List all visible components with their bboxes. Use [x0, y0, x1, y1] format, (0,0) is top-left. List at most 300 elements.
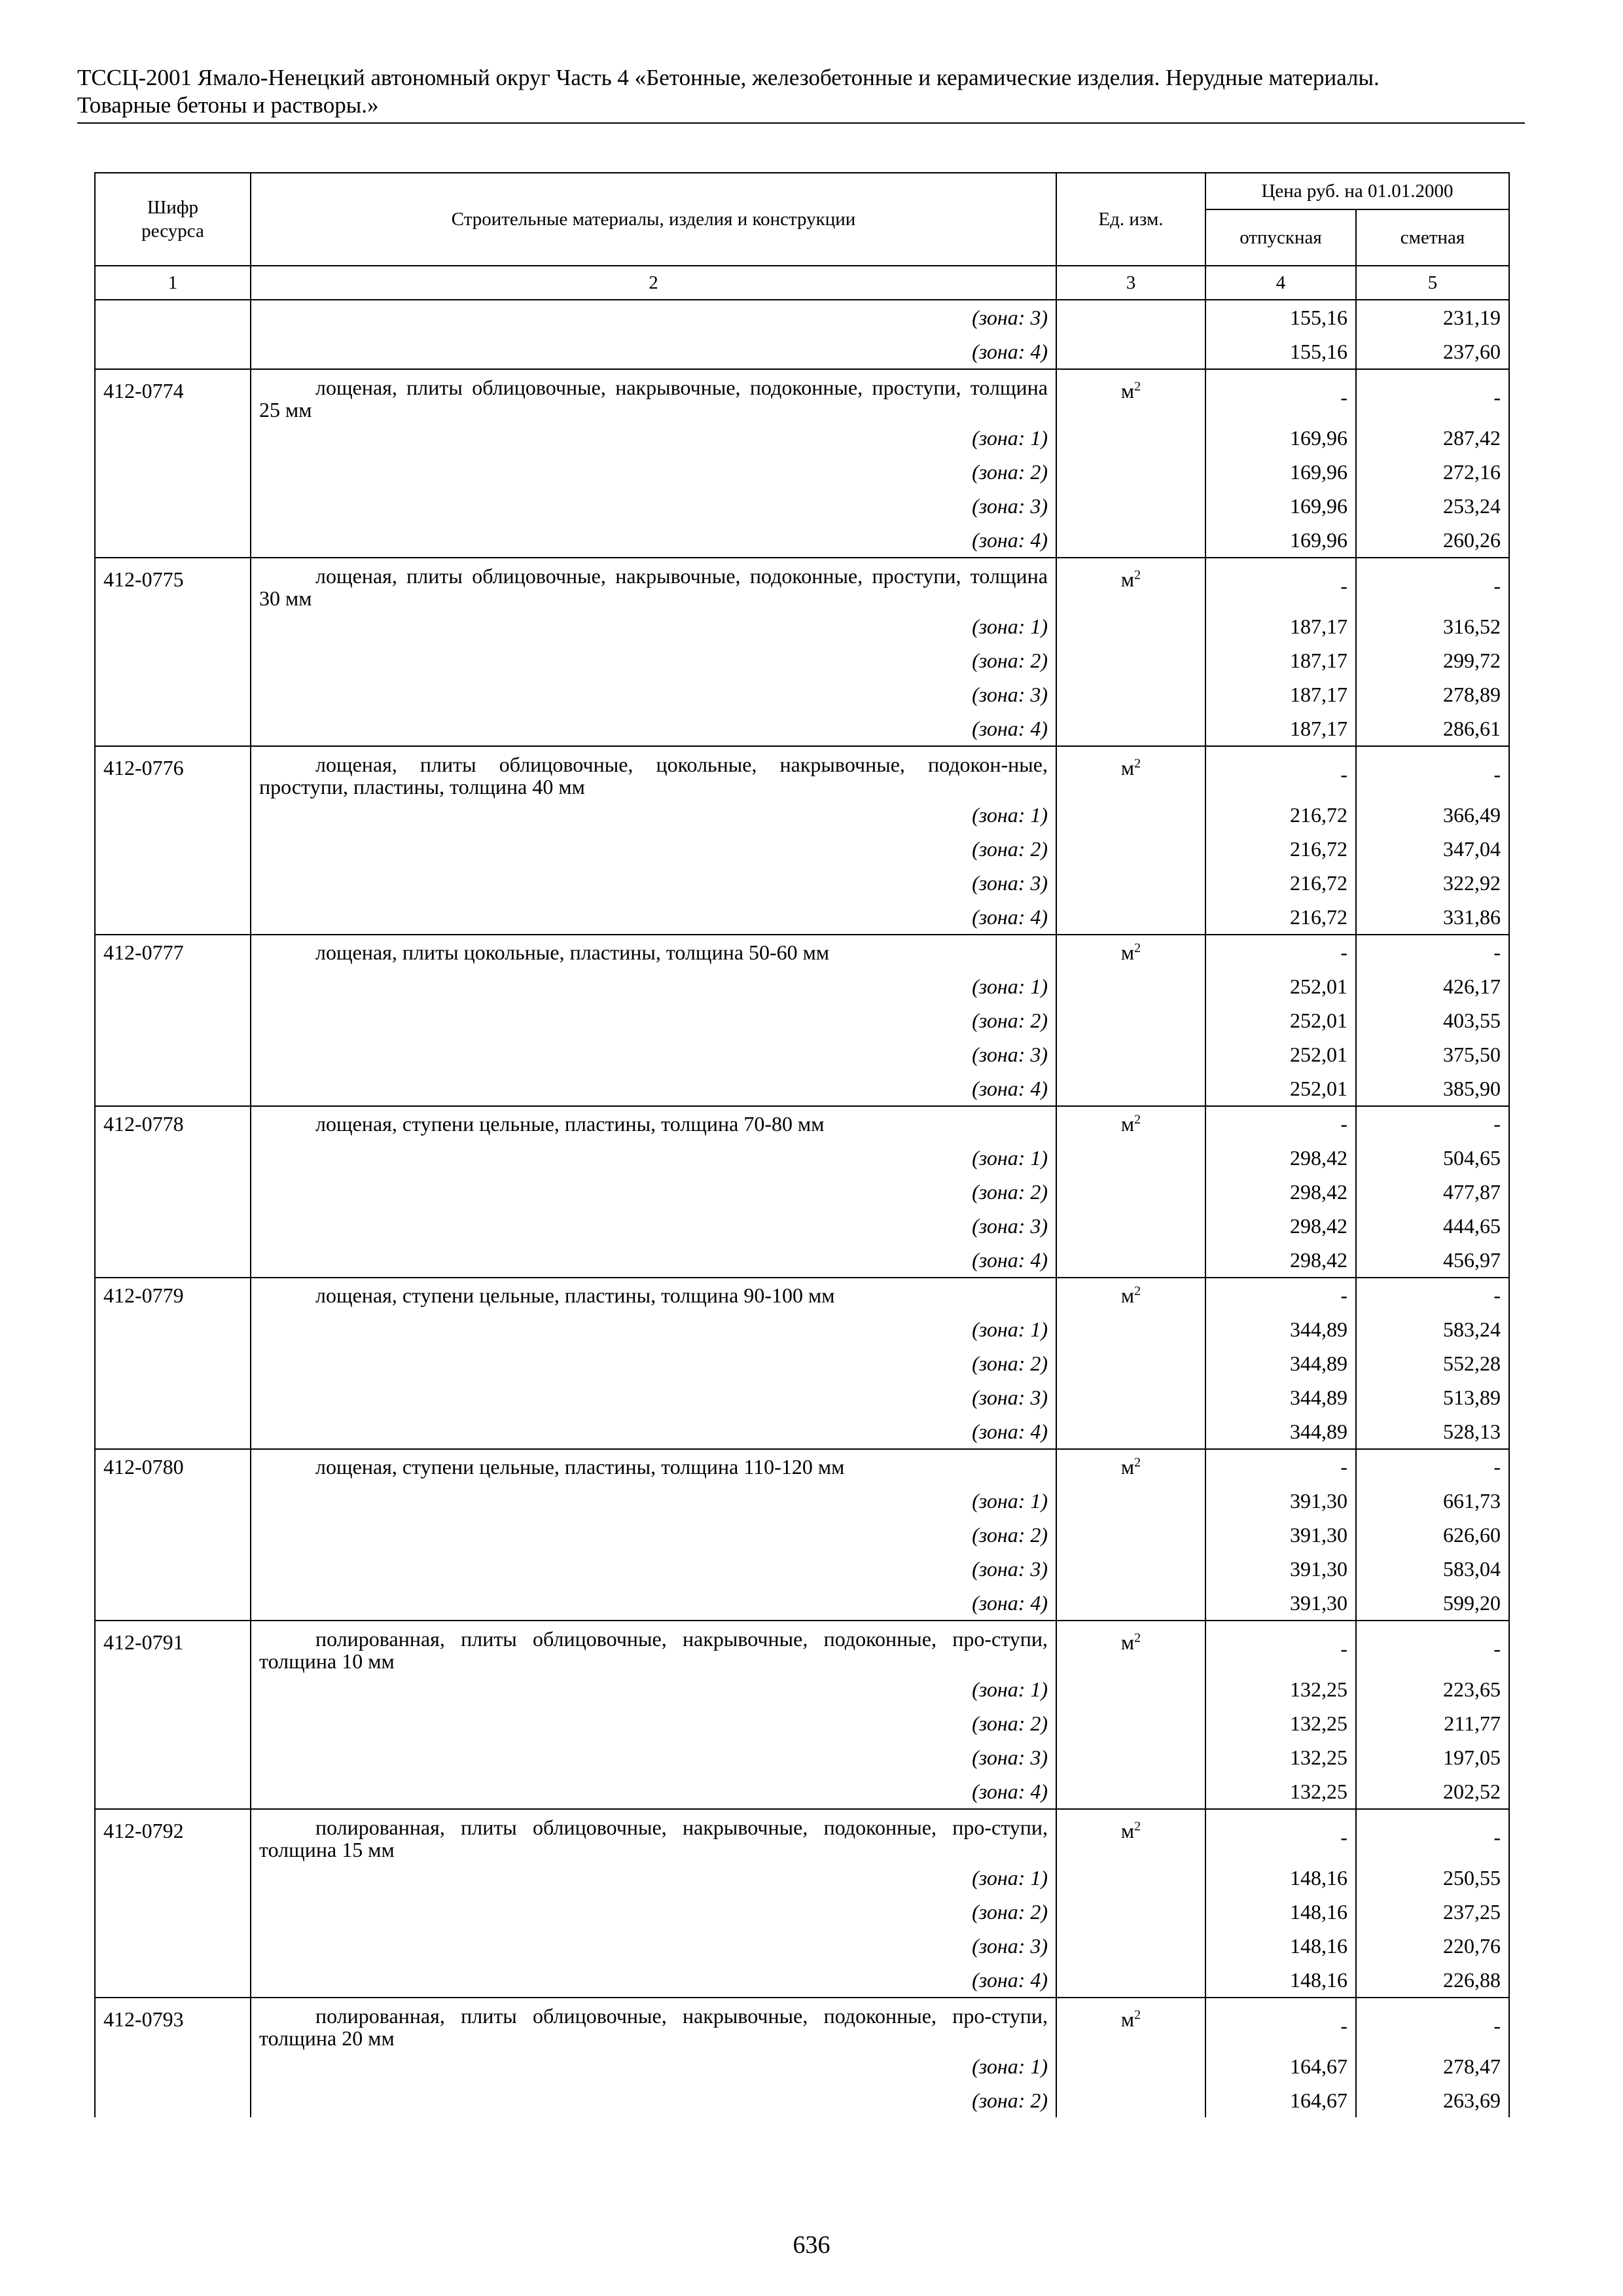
unit-cell: [1056, 1141, 1205, 1175]
estimate-price: 231,19: [1356, 300, 1509, 334]
estimate-price: -: [1356, 935, 1509, 969]
wholesale-price: -: [1205, 558, 1356, 609]
zone-label: (зона: 1): [251, 1141, 1056, 1175]
zone-label: (зона: 1): [251, 609, 1056, 643]
estimate-price: 331,86: [1356, 900, 1509, 935]
item-description: лощеная, плиты цокольные, пластины, толщина 50-60 мм: [315, 941, 830, 964]
resource-code-cell: [95, 1672, 251, 1706]
zone-row: [95, 969, 1509, 1003]
column-header-code: Шифр ресурса: [95, 173, 251, 266]
item-description-cell: [251, 1278, 1056, 1312]
resource-code: 412-0777: [95, 935, 251, 969]
unit-cell: [1056, 1312, 1205, 1346]
item-row: [95, 1621, 1509, 1672]
column-header-name: Строительные материалы, изделия и конструкции: [251, 173, 1056, 266]
resource-code-cell: [95, 1414, 251, 1449]
unit-square-meter: [1121, 567, 1141, 591]
estimate-price: 477,87: [1356, 1175, 1509, 1209]
unit-base: м: [1120, 756, 1135, 780]
zone-row: [95, 866, 1509, 900]
column-number: 4: [1205, 266, 1356, 300]
unit-cell: [1056, 1809, 1205, 1861]
resource-code-cell: [95, 1706, 251, 1740]
item-description: лощеная, плиты облицовочные, накрывочные, подоконные, проступи, толщина 25 мм: [259, 376, 1048, 422]
unit-cell: [1056, 1278, 1205, 1312]
zone-label: (зона: 4): [251, 1586, 1056, 1621]
zone-label: (зона: 4): [251, 900, 1056, 935]
zone-row: [95, 677, 1509, 711]
estimate-price: 322,92: [1356, 866, 1509, 900]
resource-code-cell: [95, 1346, 251, 1380]
zone-row: [95, 334, 1509, 369]
resource-code-cell: [95, 1071, 251, 1106]
estimate-price: -: [1356, 369, 1509, 421]
zone-label: (зона: 4): [251, 523, 1056, 558]
unit-cell: [1056, 900, 1205, 935]
zone-row: [95, 1243, 1509, 1278]
wholesale-price: 164,67: [1205, 2049, 1356, 2083]
estimate-price: -: [1356, 1809, 1509, 1861]
resource-code-cell: [95, 1963, 251, 1998]
item-description-cell: [251, 935, 1056, 969]
unit-cell: [1056, 609, 1205, 643]
zone-row: [95, 832, 1509, 866]
estimate-price: 211,77: [1356, 1706, 1509, 1740]
estimate-price: 403,55: [1356, 1003, 1509, 1037]
item-row: [95, 1106, 1509, 1141]
resource-code-cell: [95, 1209, 251, 1243]
unit-cell: [1056, 711, 1205, 746]
zone-label: (зона: 4): [251, 1414, 1056, 1449]
zone-label: (зона: 3): [251, 866, 1056, 900]
zone-label: (зона: 2): [251, 455, 1056, 489]
resource-code-cell: [95, 1312, 251, 1346]
resource-code-cell: [95, 1861, 251, 1895]
item-description: лощеная, ступени цельные, пластины, толщина 110-120 мм: [315, 1455, 845, 1479]
item-row: [95, 935, 1509, 969]
wholesale-price: 148,16: [1205, 1963, 1356, 1998]
resource-code-cell: [95, 1484, 251, 1518]
zone-row: [95, 1929, 1509, 1963]
zone-label: (зона: 3): [251, 1552, 1056, 1586]
resource-code-cell: [95, 1552, 251, 1586]
estimate-price: 202,52: [1356, 1774, 1509, 1809]
resource-code-cell: [95, 334, 251, 369]
resource-code-cell: [95, 711, 251, 746]
column-header-price-group: Цена руб. на 01.01.2000: [1205, 173, 1509, 209]
unit-square-meter: [1121, 1455, 1141, 1479]
unit-power: 2: [1134, 379, 1141, 394]
wholesale-price: -: [1205, 1449, 1356, 1484]
wholesale-price: 391,30: [1205, 1586, 1356, 1621]
zone-row: [95, 523, 1509, 558]
unit-power: 2: [1134, 941, 1141, 956]
wholesale-price: 164,67: [1205, 2083, 1356, 2117]
unit-cell: [1056, 1414, 1205, 1449]
unit-cell: [1056, 1963, 1205, 1998]
wholesale-price: 148,16: [1205, 1895, 1356, 1929]
estimate-price: -: [1356, 1998, 1509, 2049]
resource-code-cell: [95, 1895, 251, 1929]
unit-base: м: [1120, 1630, 1135, 1654]
unit-cell: [1056, 969, 1205, 1003]
wholesale-price: 187,17: [1205, 643, 1356, 677]
item-description-cell: [251, 1621, 1056, 1672]
zone-row: [95, 1552, 1509, 1586]
zone-label: (зона: 1): [251, 1312, 1056, 1346]
wholesale-price: 298,42: [1205, 1209, 1356, 1243]
item-row: [95, 369, 1509, 421]
unit-cell: [1056, 1380, 1205, 1414]
resource-code: 412-0791: [95, 1621, 251, 1672]
wholesale-price: 169,96: [1205, 489, 1356, 523]
resource-code-cell: [95, 1929, 251, 1963]
wholesale-price: 132,25: [1205, 1706, 1356, 1740]
estimate-price: 583,24: [1356, 1312, 1509, 1346]
resource-code-cell: [95, 523, 251, 558]
zone-label: (зона: 2): [251, 1003, 1056, 1037]
zone-label: (зона: 3): [251, 1929, 1056, 1963]
zone-label: (зона: 3): [251, 1209, 1056, 1243]
resource-code-cell: [95, 1518, 251, 1552]
resource-code-cell: [95, 2049, 251, 2083]
wholesale-price: 132,25: [1205, 1672, 1356, 1706]
wholesale-price: 252,01: [1205, 1003, 1356, 1037]
zone-label: (зона: 1): [251, 1484, 1056, 1518]
column-header-wholesale: отпускная: [1205, 209, 1356, 266]
resource-code-cell: [95, 1003, 251, 1037]
resource-code: 412-0774: [95, 369, 251, 421]
wholesale-price: -: [1205, 935, 1356, 969]
unit-base: м: [1120, 1112, 1135, 1136]
wholesale-price: 155,16: [1205, 300, 1356, 334]
unit-base: м: [1120, 2007, 1135, 2031]
zone-label: (зона: 2): [251, 832, 1056, 866]
zone-row: [95, 1861, 1509, 1895]
wholesale-price: 148,16: [1205, 1861, 1356, 1895]
unit-cell: [1056, 334, 1205, 369]
resource-code-cell: [95, 866, 251, 900]
estimate-price: 513,89: [1356, 1380, 1509, 1414]
unit-cell: [1056, 455, 1205, 489]
unit-base: м: [1120, 1819, 1135, 1842]
wholesale-price: 155,16: [1205, 334, 1356, 369]
unit-square-meter: [1121, 1819, 1141, 1842]
item-row: [95, 558, 1509, 609]
item-description: лощеная, ступени цельные, пластины, толщина 70-80 мм: [315, 1112, 825, 1136]
wholesale-price: 132,25: [1205, 1740, 1356, 1774]
estimate-price: 263,69: [1356, 2083, 1509, 2117]
item-description-cell: [251, 746, 1056, 798]
unit-cell: [1056, 523, 1205, 558]
column-number: 5: [1356, 266, 1509, 300]
wholesale-price: 216,72: [1205, 832, 1356, 866]
header-line-2: Товарные бетоны и растворы.»: [77, 92, 379, 118]
estimate-price: 237,60: [1356, 334, 1509, 369]
wholesale-price: 169,96: [1205, 523, 1356, 558]
estimate-price: 661,73: [1356, 1484, 1509, 1518]
estimate-price: 278,47: [1356, 2049, 1509, 2083]
zone-row: [95, 2083, 1509, 2117]
zone-row: [95, 300, 1509, 334]
column-number: 2: [251, 266, 1056, 300]
unit-cell: [1056, 832, 1205, 866]
unit-base: м: [1120, 567, 1135, 591]
unit-cell: [1056, 935, 1205, 969]
unit-base: м: [1120, 1283, 1135, 1307]
resource-code: 412-0778: [95, 1106, 251, 1141]
estimate-price: 583,04: [1356, 1552, 1509, 1586]
zone-label: (зона: 4): [251, 711, 1056, 746]
estimate-price: 226,88: [1356, 1963, 1509, 1998]
resource-code: 412-0776: [95, 746, 251, 798]
estimate-price: 223,65: [1356, 1672, 1509, 1706]
estimate-price: 237,25: [1356, 1895, 1509, 1929]
unit-cell: [1056, 1037, 1205, 1071]
wholesale-price: 252,01: [1205, 1037, 1356, 1071]
wholesale-price: 344,89: [1205, 1380, 1356, 1414]
estimate-price: 250,55: [1356, 1861, 1509, 1895]
zone-row: [95, 1672, 1509, 1706]
estimate-price: 552,28: [1356, 1346, 1509, 1380]
estimate-price: 287,42: [1356, 421, 1509, 455]
item-description: полированная, плиты облицовочные, накрывочные, подоконные, про-ступи, толщина 10 мм: [259, 1627, 1048, 1673]
page-number: 636: [793, 2231, 830, 2259]
unit-cell: [1056, 1071, 1205, 1106]
item-description: полированная, плиты облицовочные, накрывочные, подоконные, про-ступи, толщина 15 мм: [259, 1816, 1048, 1861]
wholesale-price: 344,89: [1205, 1312, 1356, 1346]
wholesale-price: 391,30: [1205, 1552, 1356, 1586]
estimate-price: 278,89: [1356, 677, 1509, 711]
wholesale-price: 344,89: [1205, 1346, 1356, 1380]
zone-row: [95, 489, 1509, 523]
wholesale-price: -: [1205, 369, 1356, 421]
estimate-price: -: [1356, 746, 1509, 798]
zone-row: [95, 1484, 1509, 1518]
zone-label: (зона: 4): [251, 1963, 1056, 1998]
item-description-cell: [251, 558, 1056, 609]
zone-label: (зона: 1): [251, 969, 1056, 1003]
resource-code-cell: [95, 1243, 251, 1278]
zone-row: [95, 1518, 1509, 1552]
unit-cell: [1056, 1998, 1205, 2049]
wholesale-price: 298,42: [1205, 1243, 1356, 1278]
estimate-price: 272,16: [1356, 455, 1509, 489]
zone-row: [95, 1209, 1509, 1243]
unit-cell: [1056, 746, 1205, 798]
item-description-cell: [251, 369, 1056, 421]
estimate-price: 528,13: [1356, 1414, 1509, 1449]
unit-power: 2: [1134, 1455, 1141, 1470]
zone-label: (зона: 3): [251, 677, 1056, 711]
unit-cell: [1056, 1175, 1205, 1209]
wholesale-price: 148,16: [1205, 1929, 1356, 1963]
resource-code-cell: [95, 832, 251, 866]
unit-cell: [1056, 643, 1205, 677]
unit-cell: [1056, 1209, 1205, 1243]
estimate-price: -: [1356, 1106, 1509, 1141]
zone-label: (зона: 4): [251, 1071, 1056, 1106]
resource-code-cell: [95, 2083, 251, 2117]
unit-cell: [1056, 1003, 1205, 1037]
item-description-cell: [251, 1998, 1056, 2049]
resource-code-cell: [95, 677, 251, 711]
wholesale-price: -: [1205, 1809, 1356, 1861]
unit-cell: [1056, 300, 1205, 334]
unit-cell: [1056, 2049, 1205, 2083]
estimate-price: 347,04: [1356, 832, 1509, 866]
wholesale-price: 391,30: [1205, 1484, 1356, 1518]
unit-cell: [1056, 798, 1205, 832]
unit-cell: [1056, 1518, 1205, 1552]
zone-row: [95, 1414, 1509, 1449]
resource-code: 412-0779: [95, 1278, 251, 1312]
zone-row: [95, 1037, 1509, 1071]
item-row: [95, 746, 1509, 798]
resource-code-cell: [95, 1380, 251, 1414]
wholesale-price: -: [1205, 1621, 1356, 1672]
estimate-price: 253,24: [1356, 489, 1509, 523]
zone-label: (зона: 1): [251, 1672, 1056, 1706]
wholesale-price: 252,01: [1205, 1071, 1356, 1106]
zone-label: (зона: 3): [251, 300, 1056, 334]
unit-cell: [1056, 1106, 1205, 1141]
estimate-price: 316,52: [1356, 609, 1509, 643]
unit-power: 2: [1134, 1112, 1141, 1127]
unit-cell: [1056, 421, 1205, 455]
wholesale-price: 169,96: [1205, 421, 1356, 455]
zone-label: (зона: 4): [251, 1774, 1056, 1809]
zone-label: (зона: 4): [251, 334, 1056, 369]
wholesale-price: -: [1205, 1278, 1356, 1312]
column-header-unit: Ед. изм.: [1056, 173, 1205, 266]
unit-base: м: [1120, 941, 1135, 964]
zone-row: [95, 2049, 1509, 2083]
estimate-price: 426,17: [1356, 969, 1509, 1003]
unit-cell: [1056, 1449, 1205, 1484]
item-description: лощеная, плиты облицовочные, цокольные, накрывочные, подокон-ные, проступи, пластины, толщина 40 мм: [259, 753, 1048, 798]
zone-row: [95, 1071, 1509, 1106]
zone-label: (зона: 2): [251, 1175, 1056, 1209]
zone-row: [95, 1586, 1509, 1621]
wholesale-price: -: [1205, 746, 1356, 798]
zone-label: (зона: 2): [251, 643, 1056, 677]
zone-label: (зона: 1): [251, 1861, 1056, 1895]
resource-code-cell: [95, 609, 251, 643]
unit-square-meter: [1121, 756, 1141, 780]
resource-code-cell: [95, 300, 251, 334]
zone-row: [95, 1312, 1509, 1346]
wholesale-price: 298,42: [1205, 1141, 1356, 1175]
unit-cell: [1056, 1586, 1205, 1621]
estimate-price: 456,97: [1356, 1243, 1509, 1278]
zone-row: [95, 711, 1509, 746]
unit-cell: [1056, 1706, 1205, 1740]
unit-square-meter: [1121, 1630, 1141, 1654]
unit-cell: [1056, 1740, 1205, 1774]
wholesale-price: 187,17: [1205, 609, 1356, 643]
unit-square-meter: [1121, 1283, 1141, 1307]
unit-cell: [1056, 369, 1205, 421]
estimate-price: 220,76: [1356, 1929, 1509, 1963]
header-line-1: ТССЦ-2001 Ямало-Ненецкий автономный округ Часть 4 «Бетонные, железобетонные и керамические изделия. Нерудные материалы.: [77, 65, 1380, 90]
zone-row: [95, 900, 1509, 935]
zone-label: (зона: 3): [251, 489, 1056, 523]
wholesale-price: 187,17: [1205, 677, 1356, 711]
unit-cell: [1056, 2083, 1205, 2117]
wholesale-price: 298,42: [1205, 1175, 1356, 1209]
wholesale-price: 216,72: [1205, 900, 1356, 935]
unit-cell: [1056, 1484, 1205, 1518]
unit-square-meter: [1121, 941, 1141, 964]
resource-code: 412-0792: [95, 1809, 251, 1861]
estimate-price: 626,60: [1356, 1518, 1509, 1552]
item-description-cell: [251, 1106, 1056, 1141]
estimate-price: 260,26: [1356, 523, 1509, 558]
estimate-price: 599,20: [1356, 1586, 1509, 1621]
unit-power: 2: [1134, 1630, 1141, 1645]
zone-row: [95, 421, 1509, 455]
header-rule: [77, 122, 1525, 124]
zone-label: (зона: 2): [251, 1706, 1056, 1740]
resource-code: 412-0793: [95, 1998, 251, 2049]
unit-power: 2: [1134, 2007, 1141, 2022]
zone-label: (зона: 2): [251, 2083, 1056, 2117]
zone-row: [95, 1963, 1509, 1998]
zone-row: [95, 798, 1509, 832]
unit-power: 2: [1134, 756, 1141, 771]
zone-row: [95, 1346, 1509, 1380]
estimate-price: 444,65: [1356, 1209, 1509, 1243]
zone-row: [95, 609, 1509, 643]
resource-code: 412-0775: [95, 558, 251, 609]
zone-row: [95, 643, 1509, 677]
zone-label: (зона: 2): [251, 1895, 1056, 1929]
estimate-price: -: [1356, 1621, 1509, 1672]
price-table-head: [95, 173, 1509, 266]
wholesale-price: 252,01: [1205, 969, 1356, 1003]
zone-row: [95, 1895, 1509, 1929]
unit-base: м: [1120, 379, 1135, 403]
item-description-cell: [251, 1809, 1056, 1861]
unit-cell: [1056, 1929, 1205, 1963]
resource-code-cell: [95, 1774, 251, 1809]
page-header: [77, 64, 1525, 119]
wholesale-price: 344,89: [1205, 1414, 1356, 1449]
unit-cell: [1056, 677, 1205, 711]
resource-code-cell: [95, 798, 251, 832]
resource-code-cell: [95, 489, 251, 523]
zone-label: (зона: 3): [251, 1037, 1056, 1071]
column-header-estimate: сметная: [1356, 209, 1509, 266]
unit-square-meter: [1121, 2007, 1141, 2031]
unit-base: м: [1120, 1455, 1135, 1479]
wholesale-price: -: [1205, 1998, 1356, 2049]
unit-cell: [1056, 1552, 1205, 1586]
unit-cell: [1056, 1774, 1205, 1809]
resource-code-cell: [95, 643, 251, 677]
unit-cell: [1056, 1346, 1205, 1380]
item-description: лощеная, ступени цельные, пластины, толщина 90-100 мм: [315, 1283, 835, 1307]
estimate-price: 286,61: [1356, 711, 1509, 746]
zone-label: (зона: 3): [251, 1380, 1056, 1414]
zone-row: [95, 455, 1509, 489]
unit-cell: [1056, 1243, 1205, 1278]
price-table-body: [95, 266, 1509, 2117]
estimate-price: 299,72: [1356, 643, 1509, 677]
unit-power: 2: [1134, 1283, 1141, 1299]
column-number: 1: [95, 266, 251, 300]
